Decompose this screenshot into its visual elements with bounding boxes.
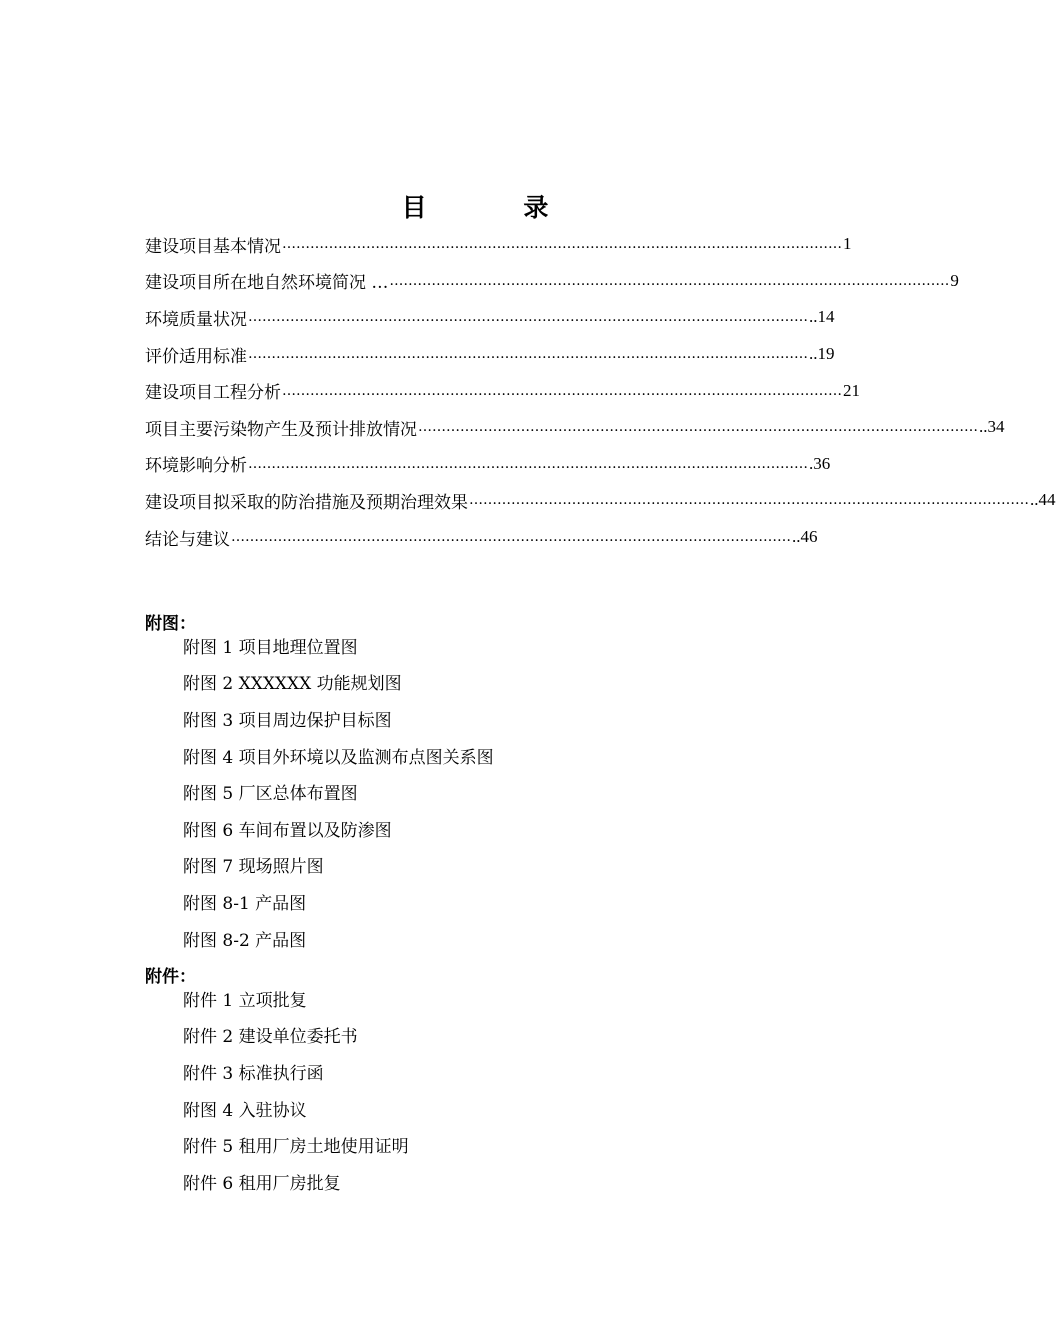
toc-entry-label: 结论与建议 — [145, 529, 230, 550]
toc-entry — [145, 226, 852, 263]
toc-leader-dots: ………………………………………………………………………………………………………… — [389, 272, 950, 289]
toc-entry-page: .36 — [809, 453, 831, 473]
page-title: 目 录 — [401, 193, 593, 222]
table-of-contents — [145, 226, 1056, 555]
attachment-item: 附件 3 标准执行函 — [183, 1063, 324, 1084]
toc-entry — [145, 519, 818, 556]
figure-item: 附图 5 厂区总体布置图 — [183, 784, 358, 805]
toc-entry — [145, 336, 835, 373]
figure-item: 附图 6 车间布置以及防渗图 — [183, 820, 392, 841]
figures-heading: 附图： — [145, 614, 196, 634]
toc-entry-label: 环境影响分析 — [145, 456, 247, 477]
figures-list — [183, 627, 783, 956]
toc-entry — [145, 299, 835, 336]
toc-leader-dots: ………………………………………………………………………………………………………… — [469, 492, 1029, 509]
toc-entry-label: 建设项目所在地自然环境简况 … — [145, 273, 389, 294]
toc-leader-dots: ………………………………………………………………………………………………………… — [282, 236, 842, 253]
toc-leader-dots: ………………………………………………………………………………………………………… — [248, 346, 808, 363]
toc-entry-label: 项目主要污染物产生及预计排放情况 — [145, 419, 417, 440]
figure-item: 附图 1 项目地理位置图 — [183, 637, 358, 658]
toc-entry — [145, 409, 1005, 446]
toc-entry — [145, 482, 1056, 519]
toc-entry-page: ..34 — [979, 417, 1005, 437]
toc-leader-dots: ………………………………………………………………………………………………………… — [231, 529, 791, 546]
toc-entry — [145, 446, 831, 483]
toc-entry — [145, 372, 860, 409]
toc-leader-dots: ………………………………………………………………………………………………………… — [282, 382, 842, 399]
toc-entry-label: 环境质量状况 — [145, 309, 247, 330]
figure-item: 附图 8-2 产品图 — [183, 930, 307, 951]
toc-entry-page: 21 — [843, 380, 860, 400]
toc-leader-dots: ………………………………………………………………………………………………………… — [248, 455, 808, 472]
attachments-list — [183, 980, 783, 1200]
toc-entry-label: 建设项目基本情况 — [145, 236, 281, 257]
figure-item: 附图 8-1 产品图 — [183, 893, 307, 914]
attachment-item: 附图 4 入驻协议 — [183, 1100, 307, 1121]
toc-leader-dots: ………………………………………………………………………………………………………… — [418, 419, 978, 436]
toc-entry — [145, 263, 959, 300]
toc-entry-page: ..19 — [809, 344, 835, 364]
toc-entry-label: 建设项目拟采取的防治措施及预期治理效果 — [145, 492, 468, 513]
toc-entry-page: ..44 — [1030, 490, 1056, 510]
toc-entry-page: 1 — [843, 234, 852, 254]
figure-item: 附图 4 项目外环境以及监测布点图关系图 — [183, 747, 494, 768]
attachment-item: 附件 1 立项批复 — [183, 990, 307, 1011]
toc-entry-label: 建设项目工程分析 — [145, 383, 281, 404]
figure-item: 附图 3 项目周边保护目标图 — [183, 710, 392, 731]
toc-entry-label: 评价适用标准 — [145, 346, 247, 367]
toc-entry-page: 9 — [950, 270, 959, 290]
toc-entry-page: ..14 — [809, 307, 835, 327]
toc-leader-dots: ………………………………………………………………………………………………………… — [248, 309, 808, 326]
attachment-item: 附件 2 建设单位委托书 — [183, 1027, 358, 1048]
attachment-item: 附件 5 租用厂房土地使用证明 — [183, 1137, 409, 1158]
figure-item: 附图 2 XXXXXX 功能规划图 — [183, 674, 402, 695]
attachments-heading: 附件： — [145, 967, 196, 987]
attachment-item: 附件 6 租用厂房批复 — [183, 1173, 341, 1194]
toc-entry-page: ..46 — [792, 527, 818, 547]
figure-item: 附图 7 现场照片图 — [183, 857, 324, 878]
